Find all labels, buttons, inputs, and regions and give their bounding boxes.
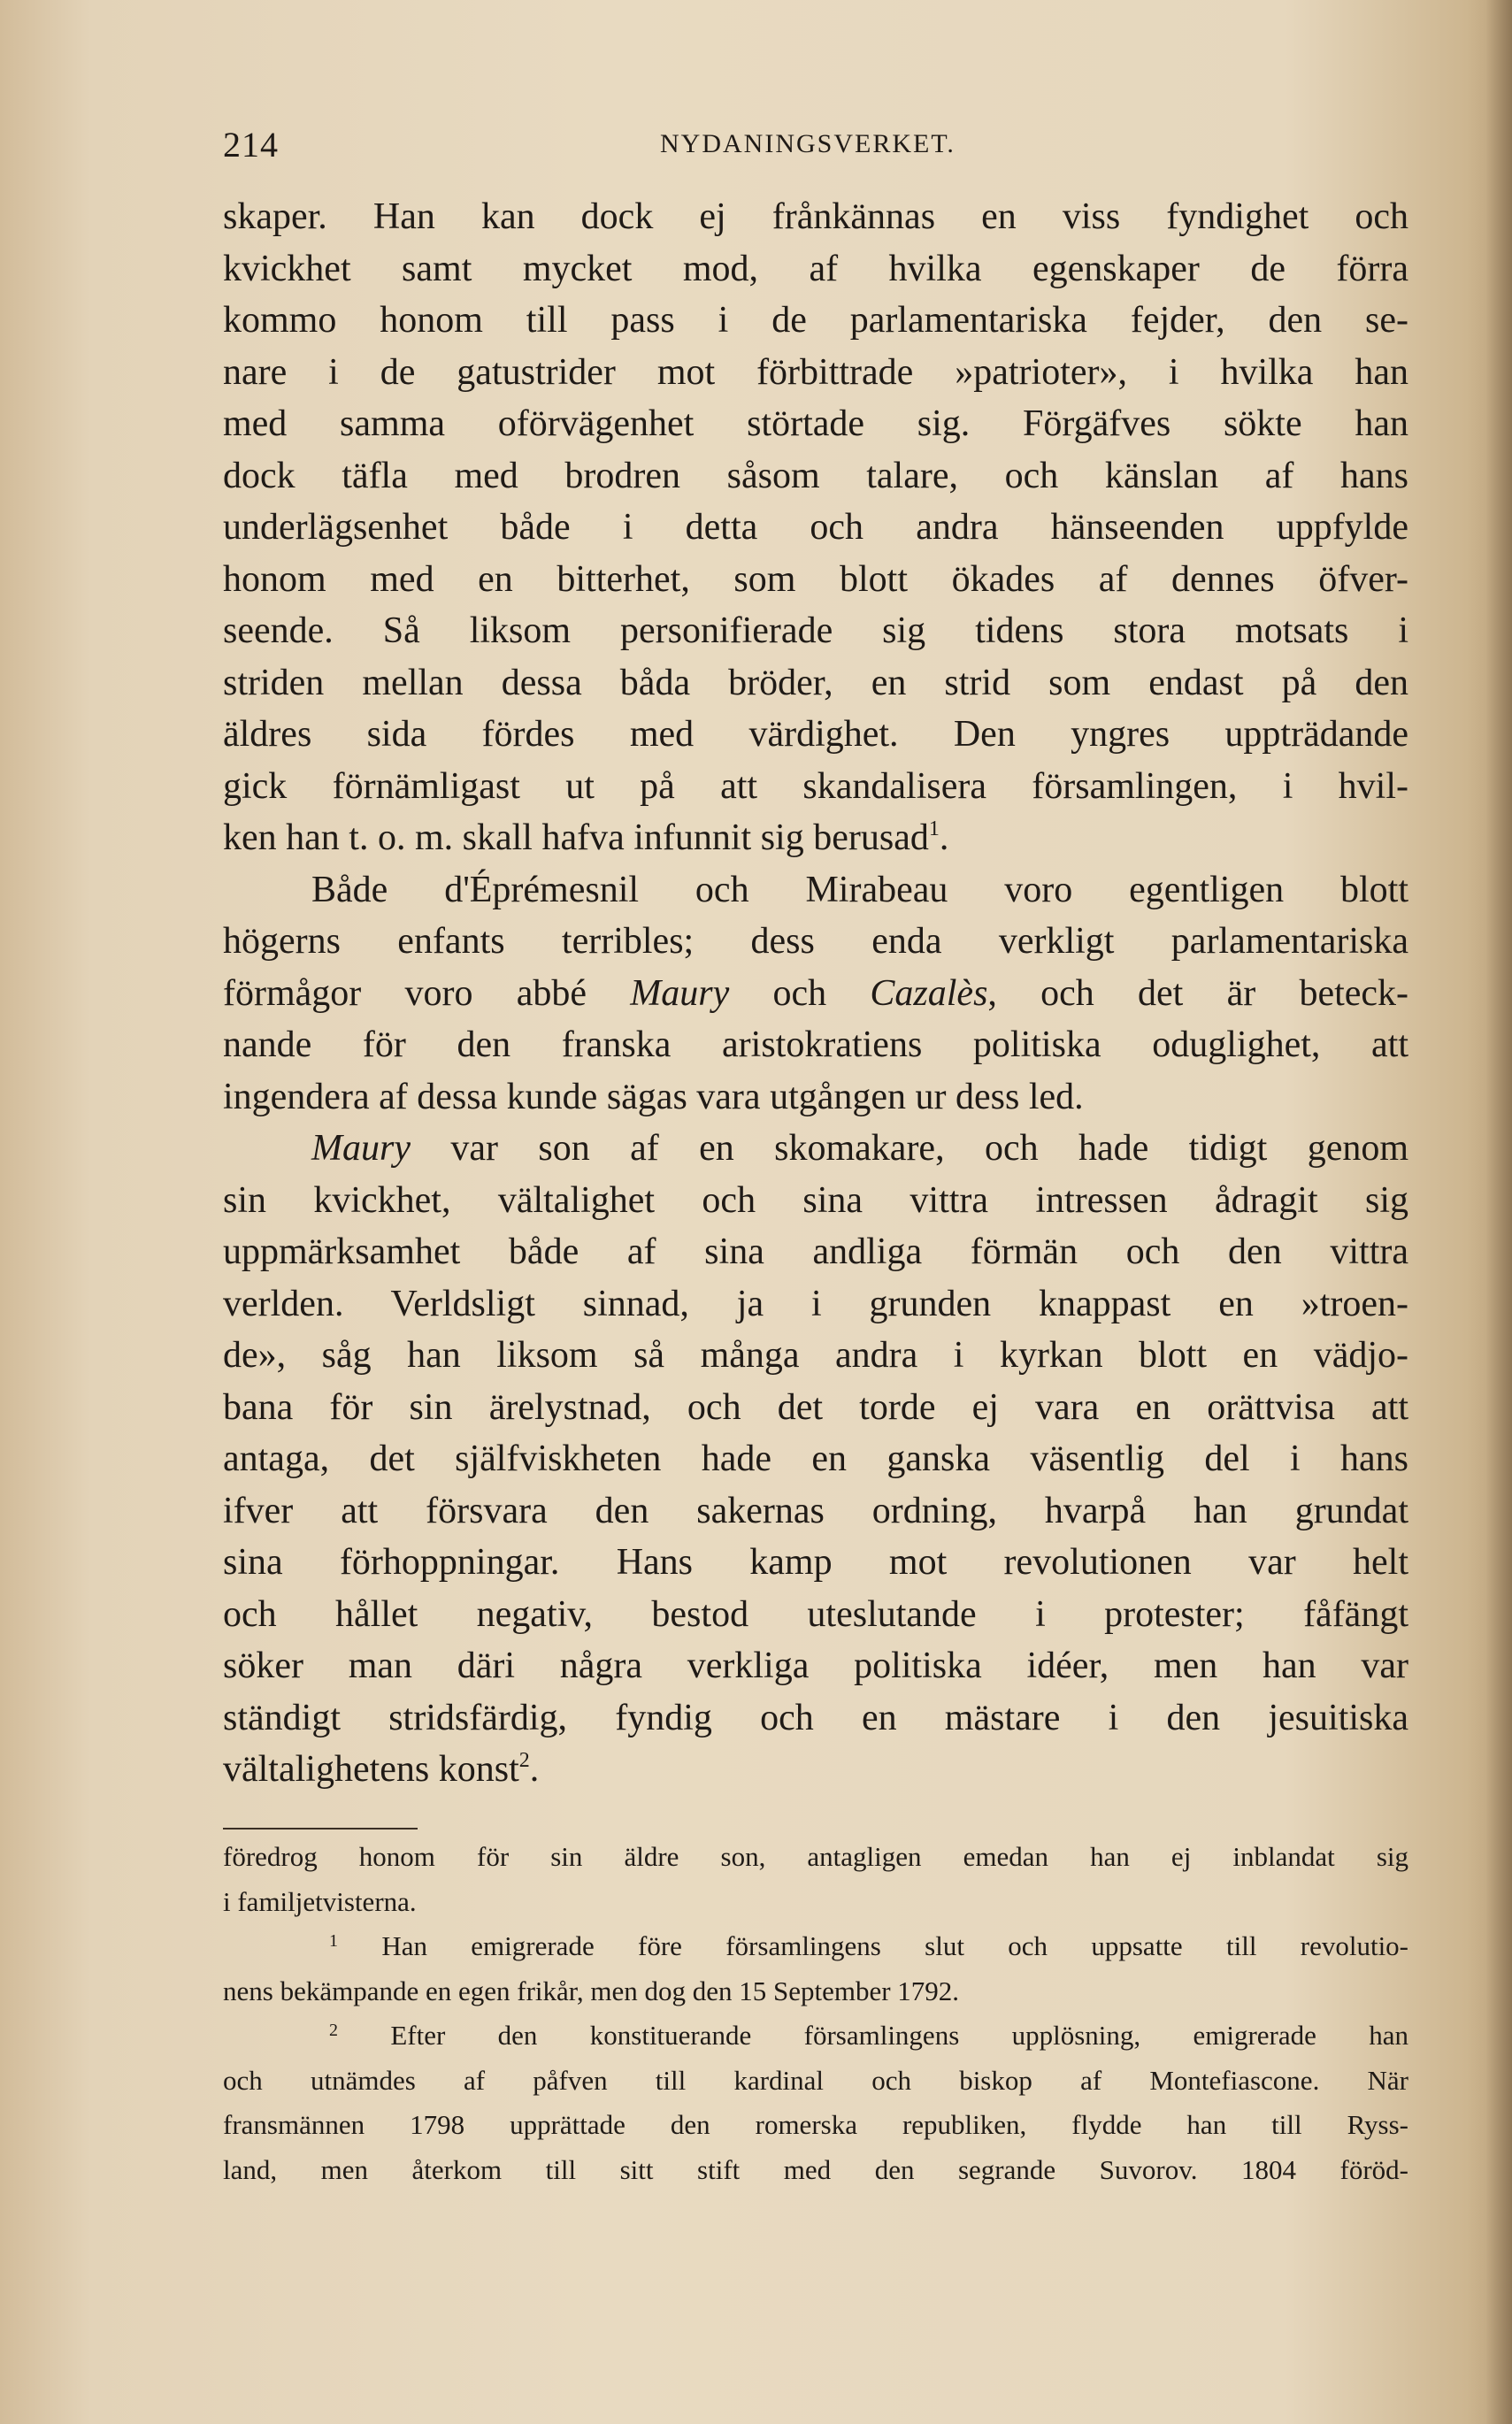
text-span: , och det är beteck-	[987, 972, 1408, 1014]
text-span: ken han t. o. m. skall hafva infunnit sig berusad	[223, 817, 929, 858]
footnote-line	[223, 2014, 1408, 2059]
text-line: verlden. Verldsligt sinnad, ja i grunden knappast en »troen-	[223, 1283, 1408, 1324]
footnote-line: fransmännen 1798 upprättade den romerska republiken, flydde han till Ryss-	[223, 2109, 1408, 2140]
text-line: underlägsenhet både i detta och andra hänseenden uppfylde	[223, 507, 1408, 548]
text-line: ständigt stridsfärdig, fyndig och en mästare i den jesuitiska	[223, 1697, 1408, 1738]
text-line: sina förhoppningar. Hans kamp mot revolutionen var helt	[223, 1542, 1408, 1583]
text-line: kommo honom till pass i de parlamentariska fejder, den se-	[223, 300, 1408, 341]
name-maury: Maury	[311, 1128, 411, 1169]
text-line: antaga, det själfviskheten hade en ganska väsentlig del i hans	[223, 1438, 1408, 1479]
footnote-line: land, men återkom till sitt stift med den segrande Suvorov. 1804 föröd-	[223, 2153, 1408, 2185]
text-line: med samma oförvägenhet störtade sig. Förgäfves sökte han	[223, 403, 1408, 444]
text-span: Han emigrerade före församlingens slut och uppsatte till revolutio-	[381, 1930, 1408, 1961]
footnote-line: och utnämdes af påfven till kardinal och biskop af Montefiascone. När	[223, 2064, 1408, 2096]
footnote-ref: 1	[928, 817, 940, 840]
text-span: förmågor voro abbé	[223, 972, 587, 1014]
footnote-rule	[223, 1828, 418, 1830]
footnote-number: 2	[329, 2021, 338, 2040]
footnote-line: föredrog honom för sin äldre son, antagligen emedan han ej inblandat sig	[223, 1841, 1408, 1872]
text-line: äldres sida fördes med värdighet. Den yngres uppträdande	[223, 714, 1408, 755]
text-line: uppmärksamhet både af sina andliga förmän och den vittra	[223, 1231, 1408, 1272]
footnote-line: nens bekämpande en egen frikår, men dog den 15 September 1792.	[223, 1975, 960, 2006]
page-number: 214	[223, 125, 279, 165]
footnote-line: i familjetvisterna.	[223, 1885, 417, 1917]
text-line: och hållet negativ, bestod uteslutande i protester; fåfängt	[223, 1593, 1408, 1635]
text-line	[223, 968, 1408, 1020]
text-span: och	[772, 972, 827, 1014]
text-line: högerns enfants terribles; dess enda verkligt parlamentariska	[223, 921, 1408, 962]
text-line: ifver att försvara den sakernas ordning, hvarpå han grundat	[223, 1490, 1408, 1531]
page-header	[223, 124, 1408, 168]
text-line: gick förnämligast ut på att skandalisera församlingen, i hvil-	[223, 765, 1408, 807]
text-line: söker man däri några verkliga politiska idéer, men han var	[223, 1645, 1408, 1686]
footnote-number: 1	[329, 1931, 338, 1951]
text-line: nare i de gatustrider mot förbittrade »patrioter», i hvilka han	[223, 351, 1408, 393]
punctuation: .	[939, 817, 949, 858]
text-line	[223, 812, 1408, 864]
text-line: sin kvickhet, vältalighet och sina vittra intressen ådragit sig	[223, 1179, 1408, 1221]
text-line: de», såg han liksom så många andra i kyrkan blott en vädjo-	[223, 1335, 1408, 1376]
text-line	[223, 1123, 1408, 1175]
text-line: honom med en bitterhet, som blott ökades af dennes öfver-	[223, 558, 1408, 600]
text-line: nande för den franska aristokratiens politiska oduglighet, att	[223, 1024, 1408, 1065]
text-span: var son af en skomakare, och hade tidigt genom	[450, 1128, 1408, 1169]
text-line: dock täfla med brodren såsom talare, och känslan af hans	[223, 455, 1408, 496]
name-maury: Maury	[630, 972, 730, 1014]
main-text	[223, 191, 1408, 1796]
text-line: skaper. Han kan dock ej frånkännas en viss fyndighet och	[223, 196, 1408, 237]
text-line: Både d'Éprémesnil och Mirabeau voro egentligen blott	[311, 869, 1408, 910]
page-edge-shadow	[1485, 0, 1512, 2424]
text-span: Efter den konstituerande församlingens upplösning, emigrerade han	[390, 2020, 1408, 2051]
text-line: striden mellan dessa båda bröder, en strid som endast på den	[223, 662, 1408, 703]
footnotes	[223, 1835, 1408, 2192]
punctuation: .	[529, 1749, 540, 1790]
text-line: bana för sin ärelystnad, och det torde ej vara en orättvisa att	[223, 1386, 1408, 1428]
text-line: seende. Så liksom personifierade sig tidens stora motsats i	[223, 610, 1408, 651]
text-line: ingendera af dessa kunde sägas vara utgången ur dess led.	[223, 1076, 1084, 1117]
name-cazales: Cazalès	[870, 972, 988, 1014]
text-span: vältalighetens konst	[223, 1749, 519, 1790]
footnote-line	[223, 1924, 1408, 1969]
footnote-ref: 2	[518, 1749, 530, 1772]
text-line	[223, 1744, 1408, 1796]
running-head: NYDANINGSVERKET.	[660, 129, 956, 158]
text-line: kvickhet samt mycket mod, af hvilka egenskaper de förra	[223, 248, 1408, 289]
